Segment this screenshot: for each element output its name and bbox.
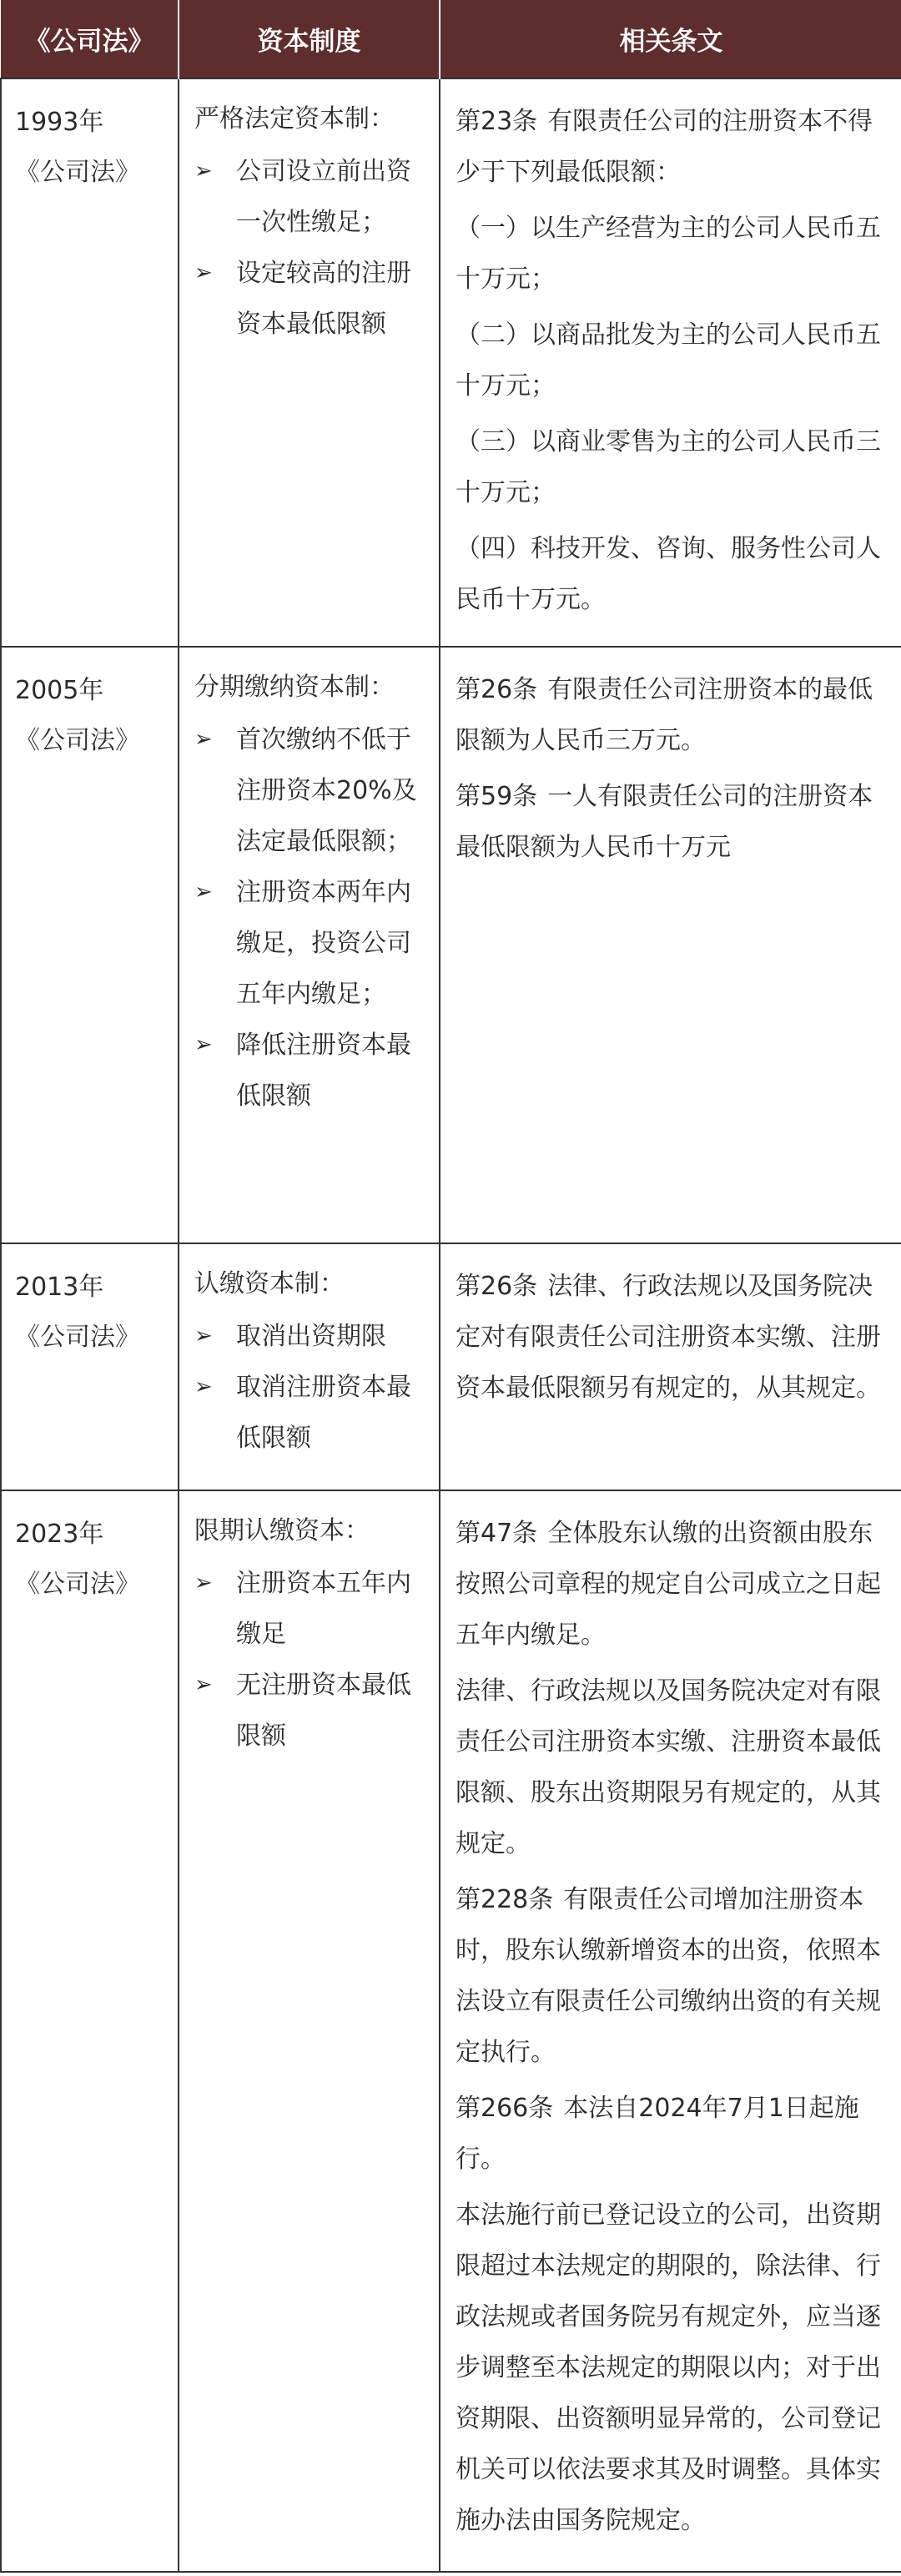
capital-system-bullets bbox=[194, 1311, 427, 1464]
arrow-bullet-icon: ➢ bbox=[194, 880, 213, 905]
header-capital-system: 资本制度 bbox=[179, 0, 440, 78]
capital-system-cell bbox=[179, 1243, 440, 1490]
article-number: 第26条 bbox=[456, 1272, 538, 1301]
capital-system-title: 限期认缴资本： bbox=[194, 1516, 370, 1545]
table-row bbox=[1, 647, 901, 1243]
header-related-articles: 相关条文 bbox=[440, 0, 901, 78]
arrow-bullet-icon: ➢ bbox=[194, 159, 213, 184]
arrow-bullet-icon: ➢ bbox=[194, 1374, 213, 1399]
article-text: 有限责任公司增加注册资本时，股东认缴新增资本的出资，依照本法设立有限责任公司缴纳出资的有关规定执行。 bbox=[456, 1885, 881, 2067]
table-row bbox=[1, 1243, 901, 1490]
table-row bbox=[1, 1490, 901, 2572]
law-version-cell bbox=[1, 647, 179, 1243]
list-item: ➢ 注册资本五年内缴足 bbox=[194, 1558, 427, 1660]
list-item: ➢ 取消出资期限 bbox=[194, 1311, 427, 1362]
list-item: ➢ 取消注册资本最低限额 bbox=[194, 1362, 427, 1464]
header-law: 《公司法》 bbox=[1, 0, 179, 78]
article bbox=[456, 1874, 889, 2078]
article-text: 本法施行前已登记设立的公司，出资期限超过本法规定的期限的，除法律、行政法规或者国务院另有规定外，应当逐步调整至本法规定的期限以内；对于出资期限、出资额明显异常的，公司登记机关可以依法要求其及时调整。具体实施办法由国务院规定。 bbox=[456, 2200, 881, 2535]
article bbox=[456, 523, 889, 625]
law-name: 《公司法》 bbox=[15, 158, 140, 187]
law-name: 《公司法》 bbox=[15, 1323, 140, 1352]
article bbox=[456, 2083, 889, 2185]
article bbox=[456, 1261, 889, 1414]
law-year: 2005年 bbox=[15, 676, 104, 705]
law-version-cell bbox=[1, 1243, 179, 1490]
article-text: （二）以商品批发为主的公司人民币五十万元； bbox=[456, 320, 881, 401]
law-version-cell bbox=[1, 78, 179, 647]
law-version-cell bbox=[1, 1490, 179, 2572]
article-text: 本法自2024年7月1日起施行。 bbox=[456, 2094, 859, 2174]
article-number: 第266条 bbox=[456, 2094, 554, 2123]
article-number: 第59条 bbox=[456, 782, 538, 811]
article-text: 有限责任公司的注册资本不得少于下列最低限额： bbox=[456, 107, 873, 187]
article-text: 一人有限责任公司的注册资本最低限额为人民币十万元 bbox=[456, 782, 873, 862]
article-number: 第228条 bbox=[456, 1885, 554, 1914]
table-row bbox=[1, 78, 901, 647]
article bbox=[456, 1666, 889, 1869]
article-text: 有限责任公司注册资本的最低限额为人民币三万元。 bbox=[456, 675, 873, 755]
list-item: ➢ 公司设立前出资一次性缴足； bbox=[194, 146, 427, 248]
article bbox=[456, 310, 889, 411]
article bbox=[456, 664, 889, 766]
list-item: ➢ 降低注册资本最低限额 bbox=[194, 1020, 427, 1122]
table-header-row bbox=[1, 0, 901, 78]
article bbox=[456, 96, 889, 198]
law-year: 2023年 bbox=[15, 1520, 104, 1549]
arrow-bullet-icon: ➢ bbox=[194, 727, 213, 752]
article-number: 第47条 bbox=[456, 1519, 538, 1548]
article-text: （一）以生产经营为主的公司人民币五十万元； bbox=[456, 214, 881, 294]
article-number: 第23条 bbox=[456, 107, 538, 136]
articles-cell bbox=[440, 647, 901, 1243]
capital-system-bullets bbox=[194, 146, 427, 350]
article-text: 法律、行政法规以及国务院决定对有限责任公司注册资本实缴、注册资本最低限额、股东出资期限另有规定的，从其规定。 bbox=[456, 1676, 881, 1858]
capital-system-cell bbox=[179, 1490, 440, 2572]
arrow-bullet-icon: ➢ bbox=[194, 1570, 213, 1596]
arrow-bullet-icon: ➢ bbox=[194, 260, 213, 285]
articles-cell bbox=[440, 1490, 901, 2572]
article-text: 法律、行政法规以及国务院决定对有限责任公司注册资本实缴、注册资本最低限额另有规定的，从其规定。 bbox=[456, 1272, 881, 1403]
article bbox=[456, 203, 889, 305]
list-item: ➢ 设定较高的注册资本最低限额 bbox=[194, 248, 427, 350]
arrow-bullet-icon: ➢ bbox=[194, 1672, 213, 1697]
law-name: 《公司法》 bbox=[15, 726, 140, 755]
capital-system-bullets bbox=[194, 714, 427, 1122]
arrow-bullet-icon: ➢ bbox=[194, 1032, 213, 1057]
articles-cell bbox=[440, 1243, 901, 1490]
list-item: ➢ 注册资本两年内缴足，投资公司五年内缴足； bbox=[194, 867, 427, 1020]
capital-system-title: 严格法定资本制： bbox=[194, 104, 395, 134]
capital-system-cell bbox=[179, 647, 440, 1243]
arrow-bullet-icon: ➢ bbox=[194, 1323, 213, 1348]
capital-system-bullets bbox=[194, 1558, 427, 1762]
law-year: 2013年 bbox=[15, 1273, 104, 1302]
list-item: ➢ 首次缴纳不低于注册资本20%及法定最低限额； bbox=[194, 714, 427, 867]
article-text: 全体股东认缴的出资额由股东按照公司章程的规定自公司成立之日起五年内缴足。 bbox=[456, 1519, 881, 1650]
law-year: 1993年 bbox=[15, 108, 104, 137]
article-text: （四）科技开发、咨询、服务性公司人民币十万元。 bbox=[456, 534, 881, 614]
capital-system-cell bbox=[179, 78, 440, 647]
article bbox=[456, 416, 889, 518]
capital-system-title: 分期缴纳资本制： bbox=[194, 673, 395, 702]
article bbox=[456, 771, 889, 873]
law-name: 《公司法》 bbox=[15, 1570, 140, 1599]
articles-cell bbox=[440, 78, 901, 647]
article-text: （三）以商业零售为主的公司人民币三十万元； bbox=[456, 427, 881, 507]
article-number: 第26条 bbox=[456, 675, 538, 704]
list-item: ➢ 无注册资本最低限额 bbox=[194, 1660, 427, 1762]
capital-system-title: 认缴资本制： bbox=[194, 1269, 345, 1298]
article bbox=[456, 2190, 889, 2546]
article bbox=[456, 1508, 889, 1661]
